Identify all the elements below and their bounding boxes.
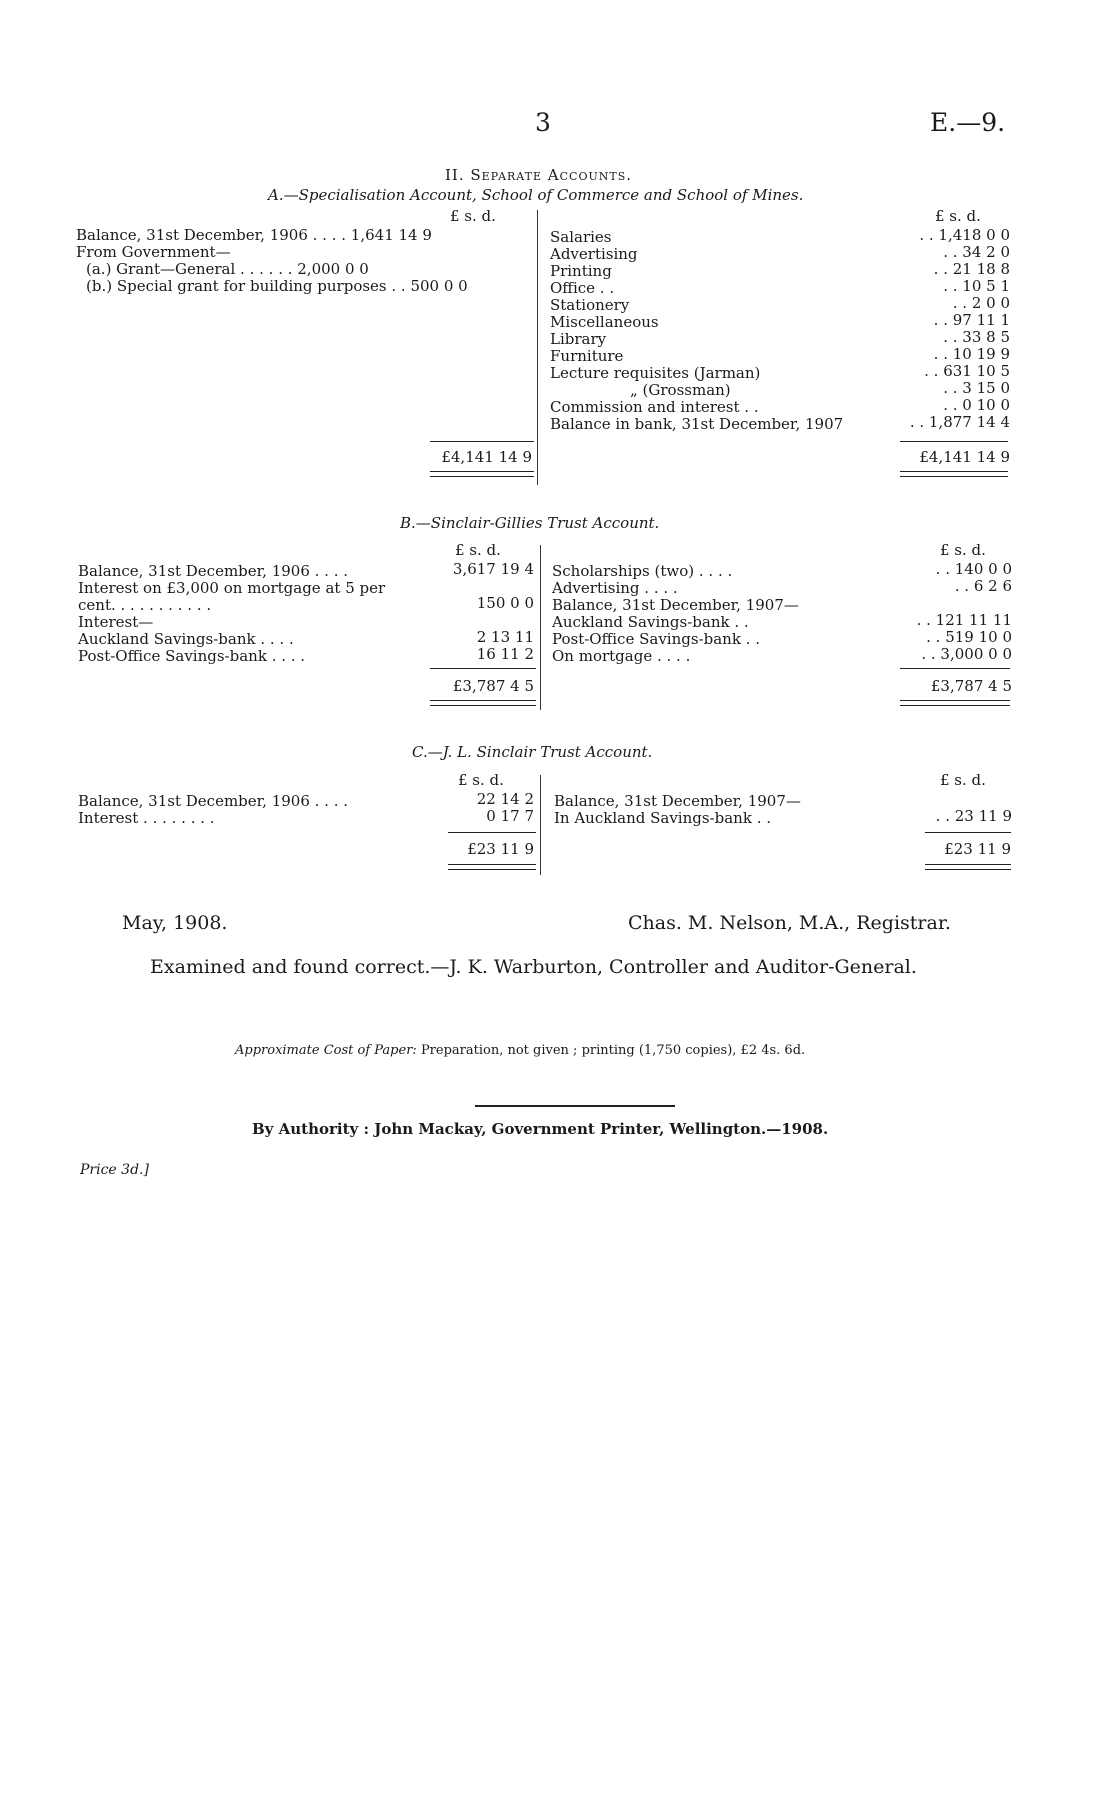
account-b-receipts-double-rule (430, 700, 536, 706)
receipt-label: Post-Office Savings-bank . . . . (78, 647, 306, 665)
account-c-payments-double-rule (925, 864, 1011, 870)
cost-text: Preparation, not given ; printing (1,750 copies), £2 4s. 6d. (420, 1043, 806, 1058)
payment-label: In Auckland Savings-bank . . (554, 809, 771, 827)
receipt-amount: 16 11 2 (476, 645, 534, 663)
payment-label: Advertising (550, 245, 638, 263)
payment-label: Printing (550, 262, 612, 280)
account-a-payments-rule (900, 441, 1008, 442)
account-a-receipts-total: £4,141 14 9 (441, 448, 532, 466)
account-c-title: C.—J. L. Sinclair Trust Account. (412, 743, 653, 761)
account-c-receipts-total: £23 11 9 (467, 840, 534, 858)
payment-label: Lecture requisites (Jarman) (550, 364, 761, 382)
payment-amount: . . 519 10 0 (926, 628, 1012, 646)
payment-label: Scholarships (two) . . . . (552, 562, 733, 580)
page-number: 3 (535, 108, 551, 137)
account-a-divider (537, 210, 538, 485)
receipt-label: Interest— (78, 613, 154, 631)
account-b-divider (540, 545, 541, 710)
account-b-receipts-col-head: £ s. d. (455, 541, 501, 559)
payment-amount: . . 10 19 9 (933, 345, 1010, 363)
receipt-label: Balance, 31st December, 1906 . . . . (78, 562, 349, 580)
payment-label: „ (Grossman) (630, 381, 731, 399)
page-code: E.—9. (930, 108, 1006, 137)
receipt-label: Interest on £3,000 on mortgage at 5 per (78, 579, 386, 597)
report-date: May, 1908. (122, 912, 228, 934)
account-a-title: A.—Specialisation Account, School of Commerce and School of Mines. (268, 186, 804, 204)
receipt-amount: 3,617 19 4 (452, 560, 534, 578)
account-b-receipts-rule (430, 668, 536, 669)
payment-label: Advertising . . . . (552, 579, 678, 597)
account-c-receipts-double-rule (448, 864, 536, 870)
account-b-receipts (78, 561, 534, 663)
payment-amount: . . 121 11 11 (916, 611, 1012, 629)
payment-label: Balance, 31st December, 1907— (554, 792, 801, 810)
payment-amount: . . 97 11 1 (933, 311, 1010, 329)
account-a-receipts (76, 227, 468, 295)
payment-amount: . . 3,000 0 0 (921, 645, 1012, 663)
account-c-payments-rule (925, 832, 1011, 833)
price: Price 3d.] (80, 1162, 149, 1178)
account-b-receipts-total: £3,787 4 5 (452, 677, 534, 695)
receipt-label: Interest . . . . . . . . (78, 809, 215, 827)
account-a-receipts-rule (430, 441, 534, 442)
receipt-amount: 2 13 11 (476, 628, 534, 646)
payment-amount: . . 2 0 0 (952, 294, 1010, 312)
account-c-payments-col-head: £ s. d. (940, 771, 986, 789)
payment-amount: . . 631 10 5 (924, 362, 1010, 380)
payment-label: Post-Office Savings-bank . . (552, 630, 760, 648)
account-a-receipt-line: (a.) Grant—General . . . . . . 2,000 0 0 (86, 260, 369, 278)
account-a-receipt-line: From Government— (76, 243, 231, 261)
registrar-signature: Chas. M. Nelson, M.A., Registrar. (628, 912, 951, 934)
payment-label: Miscellaneous (550, 313, 659, 331)
payment-amount: . . 10 5 1 (943, 277, 1010, 295)
account-c-divider (540, 775, 541, 875)
receipt-amount: 0 17 7 (486, 807, 534, 825)
account-b-payments-double-rule (900, 700, 1010, 706)
authority-rule (475, 1105, 675, 1107)
payment-label: Commission and interest . . (550, 398, 759, 416)
receipt-amount: 22 14 2 (476, 790, 534, 808)
account-a-payments-double-rule (900, 471, 1008, 477)
account-a-receipts-col-head: £ s. d. (450, 207, 496, 225)
receipt-label: Balance, 31st December, 1906 . . . . (78, 792, 349, 810)
payment-label: Stationery (550, 296, 630, 314)
account-a-receipt-line: Balance, 31st December, 1906 . . . . 1,641 14 9 (76, 226, 432, 244)
account-b-payments-rule (900, 668, 1010, 669)
account-a-payments-total: £4,141 14 9 (919, 448, 1010, 466)
payment-amount: . . 140 0 0 (935, 560, 1012, 578)
payment-amount: . . 34 2 0 (943, 243, 1010, 261)
account-b-payments-col-head: £ s. d. (940, 541, 986, 559)
payment-amount: . . 1,877 14 4 (909, 413, 1010, 431)
receipt-amount: 150 0 0 (476, 594, 534, 612)
account-c-payments-total: £23 11 9 (944, 840, 1011, 858)
section-title: II. Separate Accounts. (445, 166, 633, 184)
account-c-payments (554, 791, 1012, 825)
payment-amount: . . 6 2 6 (954, 577, 1012, 595)
account-c-receipts-rule (448, 832, 536, 833)
payment-label: Furniture (550, 347, 624, 365)
payment-amount: . . 1,418 0 0 (919, 226, 1010, 244)
account-a-receipts-double-rule (430, 471, 534, 477)
auditor-statement: Examined and found correct.—J. K. Warburton, Controller and Auditor-General. (150, 956, 917, 978)
payment-label: Library (550, 330, 607, 348)
account-c-receipts-col-head: £ s. d. (458, 771, 504, 789)
payment-amount: . . 0 10 0 (943, 396, 1010, 414)
payment-amount: . . 21 18 8 (933, 260, 1010, 278)
printer-authority: By Authority : John Mackay, Government Printer, Wellington.—1908. (252, 1120, 829, 1138)
account-b-payments (552, 561, 1012, 663)
receipt-label: cent. . . . . . . . . . . (78, 596, 212, 614)
payment-label: Balance, 31st December, 1907— (552, 596, 799, 614)
payment-label: Office . . (550, 279, 615, 297)
account-a-payments-col-head: £ s. d. (935, 207, 981, 225)
account-c-receipts (78, 791, 534, 825)
payment-label: On mortgage . . . . (552, 647, 691, 665)
payment-amount: . . 33 8 5 (943, 328, 1010, 346)
account-b-payments-total: £3,787 4 5 (930, 677, 1012, 695)
payment-label: Balance in bank, 31st December, 1907 (550, 415, 844, 433)
account-a-payments (550, 227, 1010, 431)
account-b-title: B.—Sinclair-Gillies Trust Account. (400, 514, 660, 532)
payment-amount: . . 23 11 9 (935, 807, 1012, 825)
account-a-receipt-line: (b.) Special grant for building purposes . . 500 0 0 (86, 277, 468, 295)
cost-label: Approximate Cost of Paper: (235, 1043, 417, 1058)
receipt-label: Auckland Savings-bank . . . . (78, 630, 294, 648)
payment-label: Salaries (550, 228, 612, 246)
cost-of-paper (235, 1043, 805, 1058)
payment-amount: . . 3 15 0 (943, 379, 1010, 397)
payment-label: Auckland Savings-bank . . (552, 613, 749, 631)
